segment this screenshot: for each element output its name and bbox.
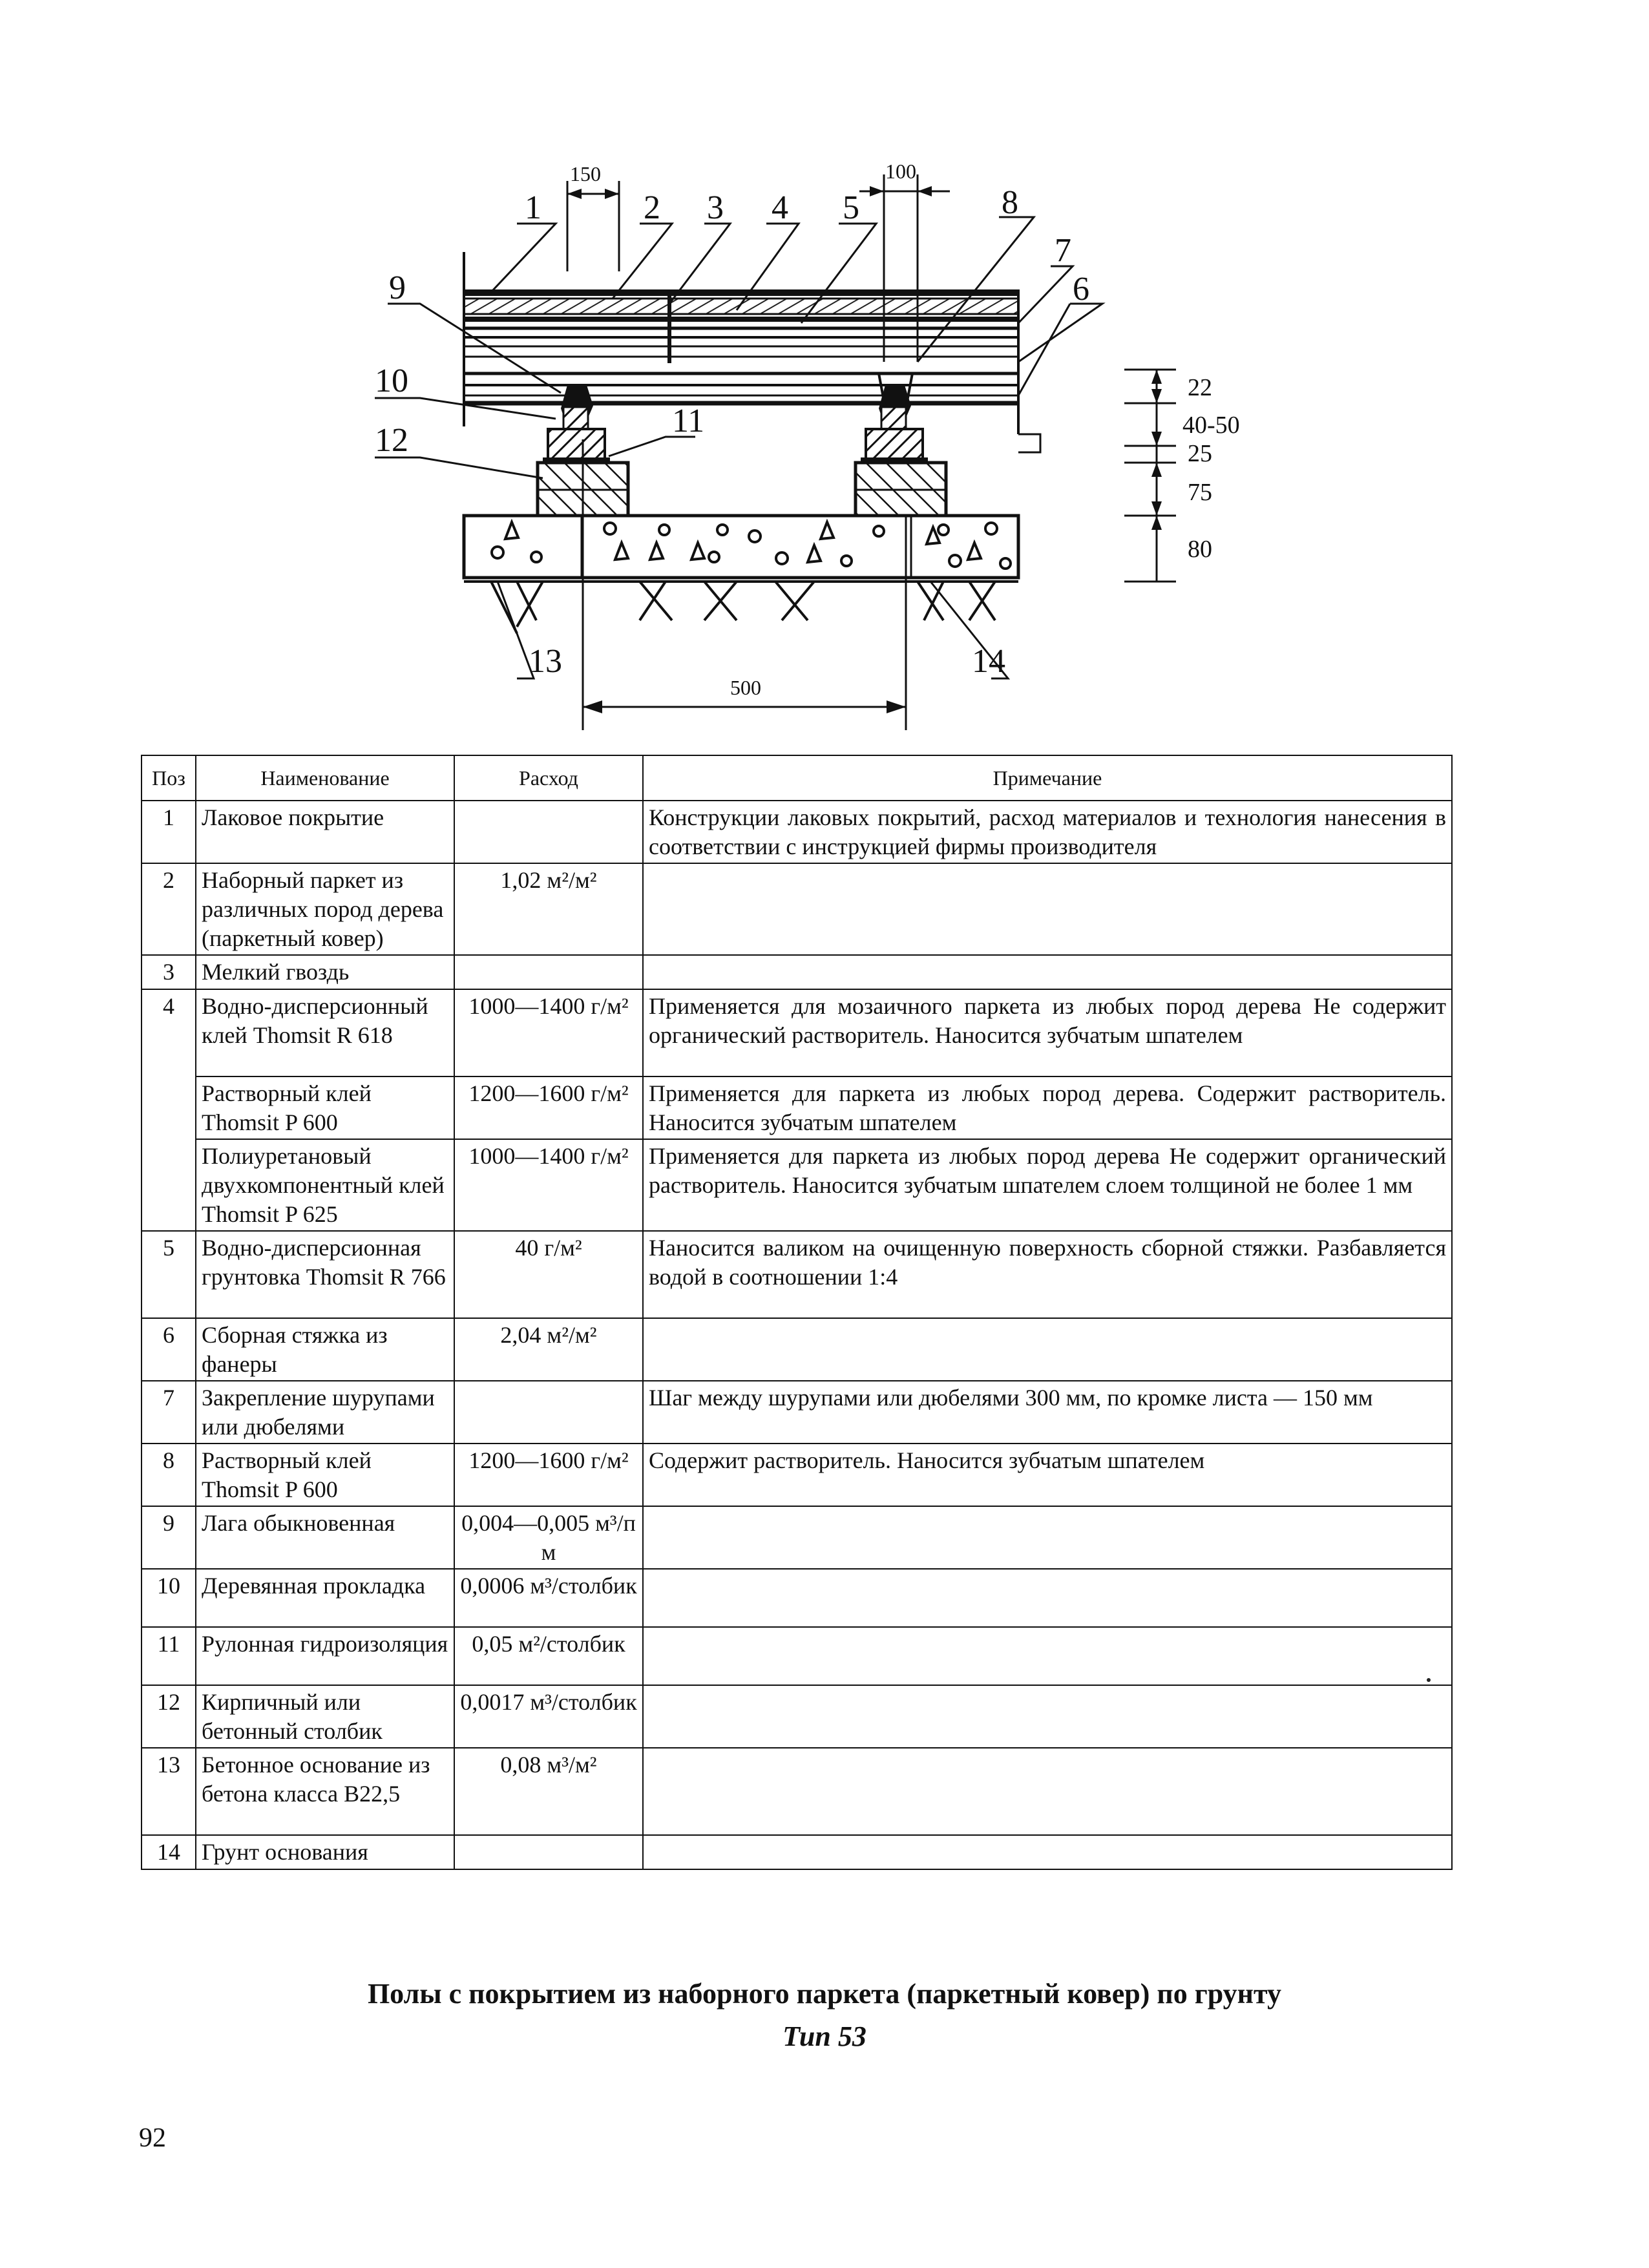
caption-title: Полы с покрытием из наборного паркета (паркетный ковер) по грунту [367, 1978, 1282, 2010]
cell-note [643, 955, 1452, 989]
table-row [142, 955, 1452, 989]
cell-note [643, 1569, 1452, 1627]
cell-note [643, 1627, 1452, 1685]
cell-name: Лаковое покрытие [196, 801, 454, 863]
table-row [142, 1076, 1452, 1139]
cell-name: Водно-дисперсионный клей Thomsit R 618 [196, 989, 454, 1076]
cell-usage: 1000—1400 г/м² [454, 989, 643, 1076]
table-row [142, 1444, 1452, 1506]
cell-usage: 2,04 м²/м² [454, 1318, 643, 1381]
cell-name: Растворный клей Thomsit P 600 [196, 1076, 454, 1139]
cell-usage: 0,05 м²/столбик [454, 1627, 643, 1685]
cell-note: Шаг между шурупами или дюбелями 300 мм, по кромке листа — 150 мм [643, 1381, 1452, 1444]
lacquer-layer [464, 289, 1018, 296]
label-pos-1: 1 [525, 189, 541, 226]
cell-name: Рулонная гидроизоляция [196, 1627, 454, 1685]
cell-name: Грунт основания [196, 1835, 454, 1869]
header-pos: Поз [142, 755, 196, 801]
table-row [142, 1835, 1452, 1869]
ground [464, 582, 1018, 633]
cell-name: Кирпичный или бетонный столбик [196, 1685, 454, 1748]
dim-top-150: 150 [570, 162, 601, 185]
caption-type: Тип 53 [782, 2021, 867, 2052]
cell-usage: 0,08 м³/м² [454, 1748, 643, 1835]
cell-pos: 10 [142, 1569, 196, 1627]
cell-name: Лага обыкновенная [196, 1506, 454, 1569]
cell-pos: 5 [142, 1231, 196, 1318]
cell-note [643, 1685, 1452, 1748]
header-name: Наименование [196, 755, 454, 801]
table-row [142, 989, 1452, 1076]
cell-pos: 13 [142, 1748, 196, 1835]
dim-top-100: 100 [885, 160, 916, 183]
table-row [142, 1506, 1452, 1569]
cell-note: Применяется для паркета из любых пород дерева. Содержит растворитель. Наносится зубчатым шпателем [643, 1076, 1452, 1139]
cell-pos: 9 [142, 1506, 196, 1569]
dim-bottom-500: 500 [730, 676, 761, 699]
cell-note: Применяется для мозаичного паркета из любых пород дерева Не содержит органический растворитель. Наносится зубчатым шпателем [643, 989, 1452, 1076]
adhesive-layer [464, 317, 1018, 322]
cell-name: Деревянная прокладка [196, 1569, 454, 1627]
table-row [142, 1381, 1452, 1444]
dim-right-25: 25 [1188, 440, 1212, 467]
cell-note: Применяется для паркета из любых пород дерева Не содержит органический растворитель. Наносится зубчатым шпателем слоем толщиной не более 1 мм [643, 1139, 1452, 1231]
cell-pos: 1 [142, 801, 196, 863]
cell-pos: 14 [142, 1835, 196, 1869]
floor-section-drawing [0, 0, 1649, 737]
stray-dot [1427, 1678, 1431, 1682]
cell-note [643, 1748, 1452, 1835]
cell-note: Наносится валиком на очищенную поверхность сборной стяжки. Разбавляется водой в соотношении 1:4 [643, 1231, 1452, 1318]
cell-name: Растворный клей Thomsit P 600 [196, 1444, 454, 1506]
cell-usage: 1,02 м²/м² [454, 863, 643, 955]
cell-usage: 0,004—0,005 м³/п м [454, 1506, 643, 1569]
cell-note [643, 1318, 1452, 1381]
cell-usage [454, 801, 643, 863]
cell-pos: 7 [142, 1381, 196, 1444]
cell-name: Водно-дисперсионная грунтовка Thomsit R 766 [196, 1231, 454, 1318]
table-row [142, 1569, 1452, 1627]
parquet-layer [464, 299, 1018, 314]
cell-name: Мелкий гвоздь [196, 955, 454, 989]
cell-name: Полиуретановый двухкомпонентный клей Thomsit P 625 [196, 1139, 454, 1231]
cell-name: Сборная стяжка из фанеры [196, 1318, 454, 1381]
table-row [142, 1748, 1452, 1835]
concrete-base [464, 516, 1018, 578]
label-pos-7: 7 [1055, 232, 1071, 269]
label-pos-10: 10 [375, 362, 408, 399]
cell-pos: 3 [142, 955, 196, 989]
cell-usage: 40 г/м² [454, 1231, 643, 1318]
label-pos-14: 14 [972, 643, 1005, 680]
cell-usage [454, 1381, 643, 1444]
materials-table [141, 755, 1453, 1870]
table-row [142, 1231, 1452, 1318]
label-pos-9: 9 [389, 269, 406, 306]
cell-usage [454, 955, 643, 989]
label-pos-13: 13 [529, 643, 562, 680]
dim-right-75: 75 [1188, 479, 1212, 506]
dim-right-80: 80 [1188, 536, 1212, 563]
table-row [142, 801, 1452, 863]
label-pos-5: 5 [843, 189, 859, 226]
cell-name: Наборный паркет из различных пород дерева (паркетный ковер) [196, 863, 454, 955]
cell-note [643, 863, 1452, 955]
dimensions-top [567, 160, 950, 362]
leader-lines [375, 217, 1102, 678]
cell-note [643, 1506, 1452, 1569]
cell-note: Конструкции лаковых покрытий, расход материалов и технология нанесения в соответствии с инструкцией фирмы производителя [643, 801, 1452, 863]
table-body [142, 801, 1452, 1869]
table-row [142, 1685, 1452, 1748]
cell-note [643, 1835, 1452, 1869]
header-usage: Расход [454, 755, 643, 801]
cell-usage: 0,0017 м³/столбик [454, 1685, 643, 1748]
cell-usage: 0,0006 м³/столбик [454, 1569, 643, 1627]
label-pos-11: 11 [672, 403, 705, 439]
table-row [142, 863, 1452, 955]
dim-right-22: 22 [1188, 374, 1212, 401]
floor-layers [464, 252, 1040, 452]
label-pos-12: 12 [375, 422, 408, 459]
label-pos-2: 2 [644, 189, 660, 226]
cell-name: Закрепление шурупами или дюбелями [196, 1381, 454, 1444]
cell-pos: 12 [142, 1685, 196, 1748]
cell-pos: 2 [142, 863, 196, 955]
page-number: 92 [139, 2123, 166, 2153]
cell-usage: 1200—1600 г/м² [454, 1076, 643, 1139]
dimensions-right [1124, 370, 1176, 582]
label-pos-6: 6 [1073, 271, 1089, 308]
table-row [142, 1627, 1452, 1685]
table-row [142, 1139, 1452, 1231]
cell-usage: 1000—1400 г/м² [454, 1139, 643, 1231]
table-header-row [142, 755, 1452, 801]
table-row [142, 1318, 1452, 1381]
cell-pos: 4 [142, 989, 196, 1231]
label-pos-8: 8 [1002, 184, 1018, 221]
cell-name: Бетонное основание из бетона класса B22,5 [196, 1748, 454, 1835]
cell-usage: 1200—1600 г/м² [454, 1444, 643, 1506]
cell-note: Содержит растворитель. Наносится зубчатым шпателем [643, 1444, 1452, 1506]
header-note: Примечание [643, 755, 1452, 801]
cell-pos: 6 [142, 1318, 196, 1381]
label-pos-3: 3 [707, 189, 724, 226]
label-pos-4: 4 [772, 189, 788, 226]
cell-usage [454, 1835, 643, 1869]
cell-pos: 11 [142, 1627, 196, 1685]
cell-pos: 8 [142, 1444, 196, 1506]
dim-right-40-50: 40-50 [1182, 412, 1240, 439]
